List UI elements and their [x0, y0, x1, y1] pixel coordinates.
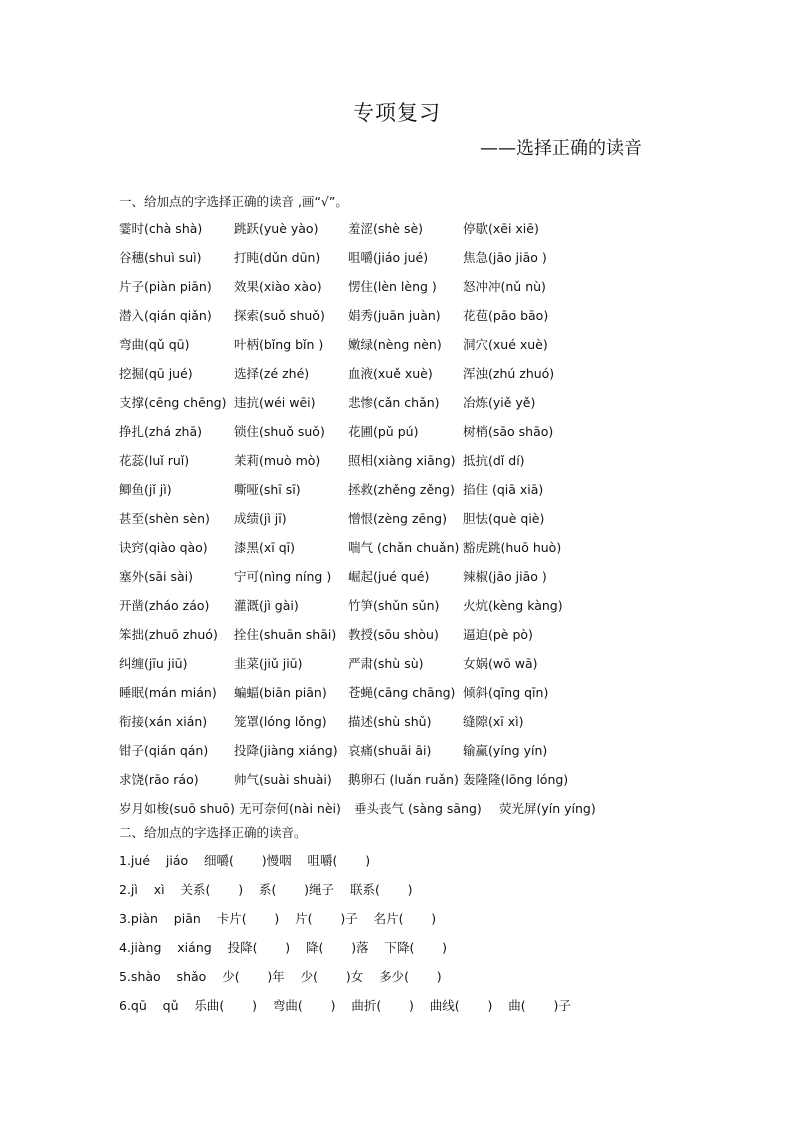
exercise-item: 停歇(xēi xiē) [463, 221, 539, 236]
exercise-item: 违抗(wéi wēi) [234, 395, 316, 410]
exercise-item: 火炕(kèng kàng) [463, 598, 563, 613]
exercise-item: 女娲(wō wā) [463, 656, 538, 671]
exercise-row [119, 306, 639, 335]
exercise-item: 岁月如梭(suō shuō) [119, 801, 235, 816]
exercise-item: 荧光屏(yín yíng) [499, 801, 596, 816]
exercise-item: 韭菜(jiǔ jiū) [234, 656, 303, 671]
exercise-item: 蝙蝠(biān piān) [234, 685, 327, 700]
exercise-item: 叶柄(bǐng bǐn ) [234, 337, 324, 352]
exercise-item: 甚至(shèn sèn) [119, 511, 210, 526]
exercise-row [119, 770, 639, 799]
exercise-item: 塞外(sāi sài) [119, 569, 194, 584]
exercise-item: 轰隆隆(lōng lóng) [463, 772, 569, 787]
exercise-line: 5.shào shǎo 少( )年 少( )女 多少( ) [119, 969, 442, 984]
exercise-item: 竹笋(shǔn sǔn) [348, 598, 440, 613]
exercise-line: 4.jiàng xiáng 投降( ) 降( )落 下降( ) [119, 940, 448, 955]
exercise-row [119, 480, 639, 509]
exercise-item: 选择(zé zhé) [234, 366, 310, 381]
exercise-row [119, 509, 639, 538]
exercise-item: 打盹(dǔn dūn) [234, 250, 321, 265]
exercise-item: 衔接(xán xián) [119, 714, 208, 729]
exercise-row [119, 364, 639, 393]
exercise-item: 求饶(rāo ráo) [119, 772, 199, 787]
exercise-item: 挣扎(zhá zhā) [119, 424, 203, 439]
exercise-item: 愣住(lèn lèng ) [348, 279, 437, 294]
exercise-item: 谷穗(shuì suì) [119, 250, 202, 265]
exercise-row [119, 393, 639, 422]
exercise-item: 花苞(pāo bāo) [463, 308, 549, 323]
exercise-row [119, 596, 639, 625]
exercise-item: 开凿(zháo záo) [119, 598, 210, 613]
exercise-row [119, 422, 639, 451]
section-2-heading: 二、给加点的字选择正确的读音。 [119, 825, 307, 840]
exercise-line: 2.jì xì 关系( ) 系( )绳子 联系( ) [119, 882, 413, 897]
exercise-row [119, 654, 639, 683]
exercise-item: 教授(sōu shòu) [348, 627, 439, 642]
exercise-item: 胆怯(què qiè) [463, 511, 545, 526]
exercise-row [119, 538, 639, 567]
exercise-item: 弯曲(qǔ qū) [119, 337, 190, 352]
exercise-item: 抵抗(dǐ dí) [463, 453, 525, 468]
exercise-item: 垂头丧气 (sàng sāng) [354, 801, 482, 816]
exercise-item: 逼迫(pè pò) [463, 627, 533, 642]
exercise-item: 豁虎跳(huō huò) [463, 540, 562, 555]
exercise-item: 娟秀(juān juàn) [348, 308, 441, 323]
exercise-item: 成绩(jì jī) [234, 511, 287, 526]
exercise-row [119, 277, 639, 306]
exercise-row [119, 625, 639, 654]
exercise-item: 拯救(zhěng zěng) [348, 482, 455, 497]
exercise-item: 羞涩(shè sè) [348, 221, 424, 236]
exercise-item: 花圃(pǔ pú) [348, 424, 419, 439]
exercise-line: 1.jué jiáo 细嚼( )慢咽 咀嚼( ) [119, 853, 371, 868]
exercise-row [119, 741, 639, 770]
exercise-item: 悲惨(cǎn chǎn) [348, 395, 440, 410]
exercise-item: 鲫鱼(jǐ jì) [119, 482, 172, 497]
section-2-list [119, 851, 571, 1025]
exercise-item: 冶炼(yiě yě) [463, 395, 536, 410]
exercise-item: 描述(shù shǔ) [348, 714, 432, 729]
section-1-heading: 一、给加点的字选择正确的读音 ,画“√”。 [119, 194, 348, 209]
exercise-item: 宁可(nìng níng ) [234, 569, 332, 584]
exercise-item: 照相(xiàng xiāng) [348, 453, 456, 468]
exercise-item: 灌溉(jì gài) [234, 598, 299, 613]
exercise-item: 睡眠(mán mián) [119, 685, 217, 700]
exercise-item: 锁住(shuǒ suǒ) [234, 424, 325, 439]
exercise-item: 崛起(jué qué) [348, 569, 430, 584]
page-title: 专项复习 [353, 101, 441, 125]
exercise-item: 挖掘(qū jué) [119, 366, 193, 381]
exercise-item: 树梢(sāo shāo) [463, 424, 554, 439]
exercise-item: 投降(jiàng xiáng) [234, 743, 338, 758]
exercise-row [119, 712, 639, 741]
exercise-item: 漆黑(xī qī) [234, 540, 296, 555]
exercise-row [119, 683, 639, 712]
exercise-row [119, 451, 639, 480]
exercise-item: 苍蝇(cāng chāng) [348, 685, 456, 700]
exercise-item: 帅气(suài shuài) [234, 772, 332, 787]
exercise-row [119, 335, 639, 364]
exercise-item: 霎时(chà shà) [119, 221, 203, 236]
exercise-item: 支撑(cēng chēng) [119, 395, 227, 410]
exercise-item: 鹅卵石 (luǎn ruǎn) [348, 772, 459, 787]
exercise-item: 效果(xiào xào) [234, 279, 322, 294]
exercise-item: 笨拙(zhuō zhuó) [119, 627, 218, 642]
exercise-item: 笼罩(lóng lǒng) [234, 714, 327, 729]
page-subtitle: ——选择正确的读音 [480, 138, 642, 159]
exercise-item: 茉莉(muò mò) [234, 453, 321, 468]
exercise-item: 喘气 (chǎn chuǎn) [348, 540, 460, 555]
exercise-item: 憎恨(zèng zēng) [348, 511, 447, 526]
exercise-row [119, 219, 639, 248]
exercise-item: 洞穴(xué xuè) [463, 337, 548, 352]
exercise-item: 浑浊(zhú zhuó) [463, 366, 555, 381]
exercise-item: 血液(xuě xuè) [348, 366, 433, 381]
exercise-row [119, 567, 639, 596]
exercise-item: 辣椒(jāo jiāo ) [463, 569, 547, 584]
exercise-item: 片子(piàn piān) [119, 279, 212, 294]
exercise-item: 焦急(jāo jiāo ) [463, 250, 547, 265]
exercise-item: 拴住(shuān shāi) [234, 627, 337, 642]
exercise-item: 无可奈何(nài nèi) [239, 801, 341, 816]
exercise-item: 嘶哑(shī sī) [234, 482, 301, 497]
exercise-item: 输赢(yíng yín) [463, 743, 548, 758]
exercise-item: 怒冲冲(nǔ nù) [463, 279, 546, 294]
exercise-item: 嫩绿(nèng nèn) [348, 337, 442, 352]
exercise-item: 掐住 (qiā xiā) [463, 482, 544, 497]
section-1-grid [119, 219, 639, 828]
exercise-item: 严肃(shù sù) [348, 656, 424, 671]
exercise-item: 纠缠(jīu jiū) [119, 656, 188, 671]
exercise-item: 倾斜(qīng qīn) [463, 685, 549, 700]
exercise-item: 潜入(qián qiǎn) [119, 308, 212, 323]
exercise-item: 花蕊(luǐ ruǐ) [119, 453, 190, 468]
exercise-item: 缝隙(xī xì) [463, 714, 524, 729]
exercise-item: 跳跃(yuè yào) [234, 221, 319, 236]
exercise-item: 钳子(qián qán) [119, 743, 209, 758]
exercise-line: 3.piàn piān 卡片( ) 片( )子 名片( ) [119, 911, 437, 926]
exercise-item: 咀嚼(jiáo jué) [348, 250, 429, 265]
exercise-item: 探索(suǒ shuǒ) [234, 308, 325, 323]
exercise-line: 6.qū qǔ 乐曲( ) 弯曲( ) 曲折( ) 曲线( ) 曲( )子 [119, 998, 571, 1013]
exercise-item: 哀痛(shuāi āi) [348, 743, 432, 758]
exercise-item: 诀窍(qiào qào) [119, 540, 208, 555]
exercise-row [119, 248, 639, 277]
